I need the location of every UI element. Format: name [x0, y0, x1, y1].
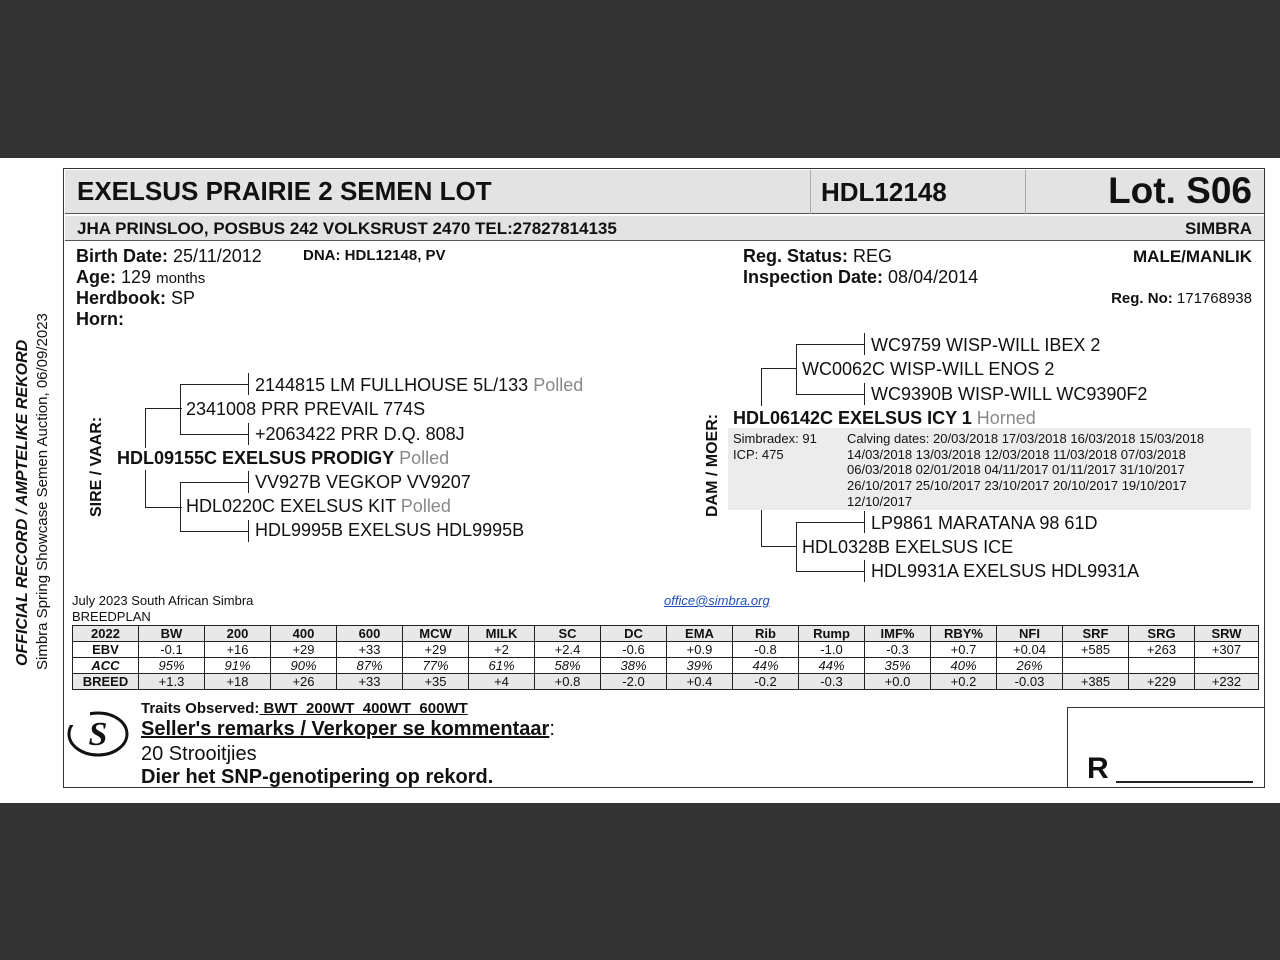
age-value: 129 [121, 267, 152, 287]
breed-cell: +18 [205, 674, 271, 690]
ebv-col-header: 200 [205, 626, 271, 642]
pedigree-line [796, 344, 864, 345]
pedigree-line [761, 368, 797, 369]
dam-name-text: HDL06142C EXELSUS ICY 1 [733, 408, 972, 428]
ebv-col-header: 400 [271, 626, 337, 642]
official-record-label: OFFICIAL RECORD / AMPTELIKE REKORD [14, 339, 31, 666]
pedigree-line [864, 560, 865, 582]
pedigree-line [248, 520, 249, 542]
dam-sire-sire: WC9759 WISP-WILL IBEX 2 [871, 335, 1101, 355]
breed-cell: -0.3 [799, 674, 865, 690]
age-label: Age: [76, 267, 116, 287]
calving-dates-label: Calving dates: [847, 431, 930, 446]
ebv-cell: +585 [1063, 642, 1129, 658]
sire-dam-status: Polled [400, 496, 451, 516]
ebv-cell: +33 [337, 642, 403, 658]
remarks-heading [141, 718, 555, 741]
ebv-col-header: RBY% [931, 626, 997, 642]
pedigree-line [796, 522, 864, 523]
ebv-cell: +0.04 [997, 642, 1063, 658]
lot-number: Lot. S06 [1108, 170, 1252, 211]
pedigree-line [180, 482, 248, 483]
dam-dam: HDL0328B EXELSUS ICE [802, 537, 1014, 557]
dam-name-status: Horned [976, 408, 1036, 428]
breed-cell: -0.2 [733, 674, 799, 690]
breed-cell: +4 [469, 674, 535, 690]
dam-dam-sire: LP9861 MARATANA 98 61D [871, 513, 1098, 533]
lot-id-code: HDL12148 [821, 177, 947, 207]
reg-status-value: REG [853, 246, 893, 266]
acc-cell [1129, 658, 1195, 674]
birth-date-value: 25/11/2012 [173, 246, 262, 266]
dam-dam-dam: HDL9931A EXELSUS HDL9931A [871, 561, 1140, 581]
sire-dam-sire: VV927B VEGKOP VV9207 [255, 472, 471, 492]
ebv-cell: +307 [1195, 642, 1259, 658]
acc-row [73, 658, 1259, 674]
sire-name-status: Polled [399, 448, 450, 468]
sire-sire-dam: +2063422 PRR D.Q. 808J [255, 424, 465, 444]
acc-cell: 44% [799, 658, 865, 674]
acc-cell: ACC [73, 658, 139, 674]
email-link[interactable]: office@simbra.org [664, 593, 770, 608]
pedigree-line [864, 511, 865, 533]
pedigree-line [864, 383, 865, 405]
ebv-cell: -0.1 [139, 642, 205, 658]
dam-sire-dam: WC9390B WISP-WILL WC9390F2 [871, 384, 1148, 404]
breed-cell: BREED [73, 674, 139, 690]
ebv-col-header: MCW [403, 626, 469, 642]
breed-cell: +33 [337, 674, 403, 690]
pedigree-line [180, 384, 248, 385]
remarks-colon: : [549, 718, 555, 740]
pedigree-line [248, 423, 249, 445]
pedigree-line [864, 333, 865, 355]
pedigree-line [180, 482, 181, 532]
pedigree-line [761, 546, 797, 547]
acc-cell: 40% [931, 658, 997, 674]
age [76, 267, 205, 288]
ebv-col-header: DC [601, 626, 667, 642]
ebv-cell: +0.9 [667, 642, 733, 658]
sire-dam [186, 496, 451, 517]
pedigree-line [796, 394, 864, 395]
calving-dates-line: 14/03/2018 13/03/2018 12/03/2018 11/03/2018 07/03/2018 [847, 447, 1186, 462]
ebv-cell: +29 [271, 642, 337, 658]
remarks-heading-text: Seller's remarks / Verkoper se kommentaar [141, 718, 550, 740]
breed-cell: +1.3 [139, 674, 205, 690]
simbra-logo [66, 707, 130, 761]
ebv-cell: -1.0 [799, 642, 865, 658]
ebv-cell: -0.6 [601, 642, 667, 658]
ebv-table [72, 625, 1259, 690]
calving-dates-line: 06/03/2018 02/01/2018 04/11/2017 01/11/2017 31/10/2017 [847, 462, 1185, 477]
lot-title: EXELSUS PRAIRIE 2 SEMEN LOT [77, 176, 492, 206]
acc-cell: 35% [865, 658, 931, 674]
acc-cell: 77% [403, 658, 469, 674]
reg-number-label: Reg. No: [1111, 290, 1173, 307]
pedigree-line [248, 471, 249, 493]
birth-date [76, 246, 262, 267]
acc-cell: 44% [733, 658, 799, 674]
logo-letter: S [88, 716, 108, 753]
sire-sire-sire [255, 375, 583, 396]
breed-cell: +35 [403, 674, 469, 690]
price-label: R [1087, 752, 1109, 785]
horn-label: Horn: [76, 309, 124, 329]
sire-name [117, 448, 449, 469]
pedigree-line [796, 344, 797, 395]
ebv-cell: +263 [1129, 642, 1195, 658]
ebv-col-header: SRF [1063, 626, 1129, 642]
pedigree-line [180, 384, 181, 435]
ebv-col-header: SRG [1129, 626, 1195, 642]
acc-cell: 87% [337, 658, 403, 674]
ebv-cell: -0.8 [733, 642, 799, 658]
ebv-caption: July 2023 South African Simbra [72, 593, 254, 608]
ebv-cell: +29 [403, 642, 469, 658]
breed-cell: +0.4 [667, 674, 733, 690]
acc-cell [1195, 658, 1259, 674]
sire-dam-name: HDL0220C EXELSUS KIT [186, 496, 396, 516]
reg-number-value: 171768938 [1176, 290, 1252, 307]
sire-sire-sire-status: Polled [533, 375, 584, 395]
ebv-col-header: IMF% [865, 626, 931, 642]
ebv-header-row [73, 626, 1259, 642]
remarks-line: 20 Strooitjies [141, 743, 257, 765]
breed-cell: +26 [271, 674, 337, 690]
sire-sire: 2341008 PRR PREVAIL 774S [186, 399, 426, 419]
traits-label: Traits Observed: [141, 700, 260, 717]
traits-value: BWT 200WT 400WT 600WT [259, 700, 468, 717]
sex: MALE/MANLIK [1133, 247, 1252, 266]
ebv-cell: +0.7 [931, 642, 997, 658]
breed-row [73, 674, 1259, 690]
ebv-cell: +2 [469, 642, 535, 658]
ebv-col-header: BW [139, 626, 205, 642]
pedigree-line [145, 507, 182, 508]
acc-cell: 39% [667, 658, 733, 674]
acc-cell: 61% [469, 658, 535, 674]
ebv-col-header: NFI [997, 626, 1063, 642]
pedigree-line [180, 531, 248, 532]
inspection-date-label: Inspection Date: [743, 267, 884, 287]
pedigree-line [796, 571, 864, 572]
ebv-col-header: 600 [337, 626, 403, 642]
ebv-col-header: Rib [733, 626, 799, 642]
pedigree-line [145, 408, 146, 448]
ebv-cell: -0.3 [865, 642, 931, 658]
calving-dates [847, 431, 1204, 446]
ebv-cell: +2.4 [535, 642, 601, 658]
calving-dates-line: 20/03/2018 17/03/2018 16/03/2018 15/03/2018 [933, 431, 1205, 446]
ebv-col-header: EMA [667, 626, 733, 642]
sire-dam-dam: HDL9995B EXELSUS HDL9995B [255, 520, 525, 540]
birth-date-label: Birth Date: [76, 246, 169, 266]
simbradex: Simbradex: 91 [733, 431, 817, 446]
pedigree-line [796, 522, 797, 572]
reg-number [1111, 290, 1252, 307]
reg-status [743, 246, 892, 267]
calving-dates-line: 12/10/2017 [847, 494, 913, 509]
divider [810, 170, 811, 214]
inspection-date-value: 08/04/2014 [888, 267, 979, 287]
ebv-col-header: SC [535, 626, 601, 642]
remarks-line: Dier het SNP-genotipering op rekord. [141, 766, 494, 788]
ebv-cell: EBV [73, 642, 139, 658]
breed-cell: +385 [1063, 674, 1129, 690]
age-unit: months [156, 270, 206, 287]
acc-cell [1063, 658, 1129, 674]
herdbook-label: Herdbook: [76, 288, 166, 308]
ebv-caption-breedplan: BREEDPLAN [72, 609, 151, 624]
breed-cell: +232 [1195, 674, 1259, 690]
dam-sire: WC0062C WISP-WILL ENOS 2 [802, 359, 1055, 379]
sire-sire-sire-name: 2144815 LM FULLHOUSE 5L/133 [255, 375, 529, 395]
pedigree-line [145, 470, 146, 508]
acc-cell: 91% [205, 658, 271, 674]
ebv-cell: +16 [205, 642, 271, 658]
pedigree-line [761, 368, 762, 406]
reg-status-label: Reg. Status: [743, 246, 849, 266]
breeder-info: JHA PRINSLOO, POSBUS 242 VOLKSRUST 2470 TEL:27827814135 [77, 219, 617, 238]
pedigree-line [761, 510, 762, 547]
acc-cell: 95% [139, 658, 205, 674]
herdbook-value: SP [171, 288, 196, 308]
ebv-col-header: SRW [1195, 626, 1259, 642]
sire-label: SIRE / VAAR: [88, 416, 105, 517]
ebv-col-header: Rump [799, 626, 865, 642]
acc-cell: 38% [601, 658, 667, 674]
dam-name [733, 408, 1036, 429]
divider [1025, 170, 1026, 214]
acc-cell: 58% [535, 658, 601, 674]
sire-name-text: HDL09155C EXELSUS PRODIGY [117, 448, 395, 468]
breed-cell: -2.0 [601, 674, 667, 690]
icp: ICP: 475 [733, 447, 784, 462]
breed-cell: +0.2 [931, 674, 997, 690]
breed-name: SIMBRA [1184, 219, 1252, 238]
breed-cell: +0.8 [535, 674, 601, 690]
ebv-col-header: MILK [469, 626, 535, 642]
breed-cell: +0.0 [865, 674, 931, 690]
acc-cell: 26% [997, 658, 1063, 674]
breed-cell: +229 [1129, 674, 1195, 690]
price-field[interactable] [1116, 781, 1253, 783]
auction-label: Simbra Spring Showcase Semen Auction, 06/09/2023 [34, 313, 51, 670]
ebv-row [73, 642, 1259, 658]
pedigree-line [248, 373, 249, 395]
ebv-col-header: 2022 [73, 626, 139, 642]
simbra-logo-icon [66, 707, 130, 761]
herdbook [76, 288, 195, 309]
inspection-date [743, 267, 978, 288]
dna-info: DNA: HDL12148, PV [303, 247, 446, 264]
breed-cell: -0.03 [997, 674, 1063, 690]
pedigree-line [145, 408, 182, 409]
acc-cell: 90% [271, 658, 337, 674]
dam-label: DAM / MOER: [704, 413, 721, 517]
pedigree-line [180, 434, 248, 435]
traits-observed [141, 700, 468, 717]
calving-dates-line: 26/10/2017 25/10/2017 23/10/2017 20/10/2017 19/10/2017 [847, 478, 1187, 493]
